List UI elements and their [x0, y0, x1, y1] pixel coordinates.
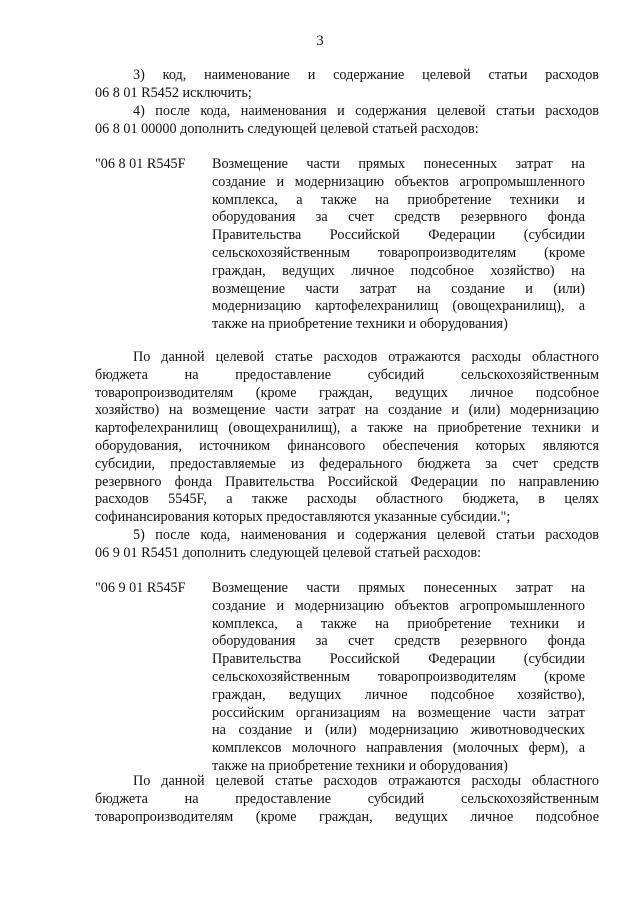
target-code-1: "06 8 01 R545F: [95, 156, 186, 172]
text-line: товаропроизводителям (кроме граждан, ведущих личное подсобное: [95, 808, 599, 825]
text-line: Правительства Российской Федерации (субсидии: [212, 651, 585, 668]
text-line: По данной целевой статье расходов отражаются расходы областного: [133, 773, 599, 789]
text-line: Возмещение части прямых понесенных затрат на: [212, 580, 585, 596]
text-line: сельскохозяйственным товаропроизводителям (кроме: [212, 668, 585, 685]
text-line: создание и модернизацию объектов агропромышленного: [212, 173, 585, 190]
text-line: 06 8 01 R5452 исключить;: [95, 84, 252, 101]
text-line: 4) после кода, наименования и содержания целевой статьи расходов: [133, 103, 599, 119]
text-line: сельскохозяйственным товаропроизводителям (кроме: [212, 244, 585, 261]
text-line: По данной целевой статье расходов отражаются расходы областного: [133, 349, 599, 365]
text-line: софинансирования которых предоставляются указанные субсидии.";: [95, 509, 511, 526]
text-line: комплексов молочного направления (молочных ферм), а: [212, 740, 585, 757]
text-line: бюджета на предоставление субсидий сельскохозяйственным: [95, 790, 599, 807]
text-line: модернизацию картофелехранилищ (овощехранилищ), а: [212, 298, 585, 315]
target-code-2: "06 9 01 R545F: [95, 580, 186, 596]
text-line: картофелехранилищ (овощехранилищ), а также на приобретение техники и: [95, 420, 599, 437]
explanation-paragraph-1: [95, 349, 599, 527]
text-line: оборудования за счет средств резервного фонда: [212, 633, 585, 650]
text-line: возмещение части затрат на создание и (или): [212, 280, 585, 297]
item-5: [95, 527, 599, 563]
text-line: 5) после кода, наименования и содержания целевой статьи расходов: [133, 527, 599, 543]
target-description-2: [212, 580, 585, 776]
text-line: резервного фонда Правительства Российской Федерации по направлению: [95, 473, 599, 490]
text-line: бюджета на предоставление субсидий сельскохозяйственным: [95, 366, 599, 383]
explanation-paragraph-2: [95, 773, 599, 826]
text-line: создание и модернизацию объектов агропромышленного: [212, 597, 585, 614]
text-line: 06 9 01 R5451 дополнить следующей целевой статьей расходов:: [95, 544, 482, 561]
text-line: комплекса, а также на приобретение техники и: [212, 615, 585, 632]
text-line: комплекса, а также на приобретение техники и: [212, 191, 585, 208]
text-line: субсидии, предоставляемые из федерального бюджета за счет средств: [95, 455, 599, 472]
text-line: Правительства Российской Федерации (субсидии: [212, 227, 585, 244]
text-line: расходов 5545F, а также расходы областного бюджета, в целях: [95, 491, 599, 508]
target-description-1: [212, 156, 585, 334]
text-line: также на приобретение техники и оборудования): [212, 757, 508, 774]
text-line: 06 8 01 00000 дополнить следующей целевой статьей расходов:: [95, 120, 479, 137]
text-line: оборудования, источником финансового обеспечения которых являются: [95, 437, 599, 454]
text-line: граждан, ведущих личное подсобное хозяйство) на: [212, 262, 585, 279]
text-line: граждан, ведущих личное подсобное хозяйство),: [212, 686, 585, 703]
text-line: также на приобретение техники и оборудования): [212, 316, 508, 333]
page-number: 3: [316, 33, 324, 49]
text-line: товаропроизводителям (кроме граждан, ведущих личное подсобное: [95, 384, 599, 401]
text-line: на создание и (или) модернизацию животноводческих: [212, 722, 585, 739]
item-4: [95, 103, 599, 139]
text-line: хозяйство) на возмещение части затрат на создание и (или) модернизацию: [95, 402, 599, 419]
text-line: 3) код, наименование и содержание целевой статьи расходов: [133, 67, 599, 83]
text-line: Возмещение части прямых понесенных затрат на: [212, 156, 585, 172]
text-line: оборудования за счет средств резервного фонда: [212, 209, 585, 226]
text-line: российским организациям на возмещение части затрат: [212, 704, 585, 721]
item-3: [95, 67, 599, 103]
